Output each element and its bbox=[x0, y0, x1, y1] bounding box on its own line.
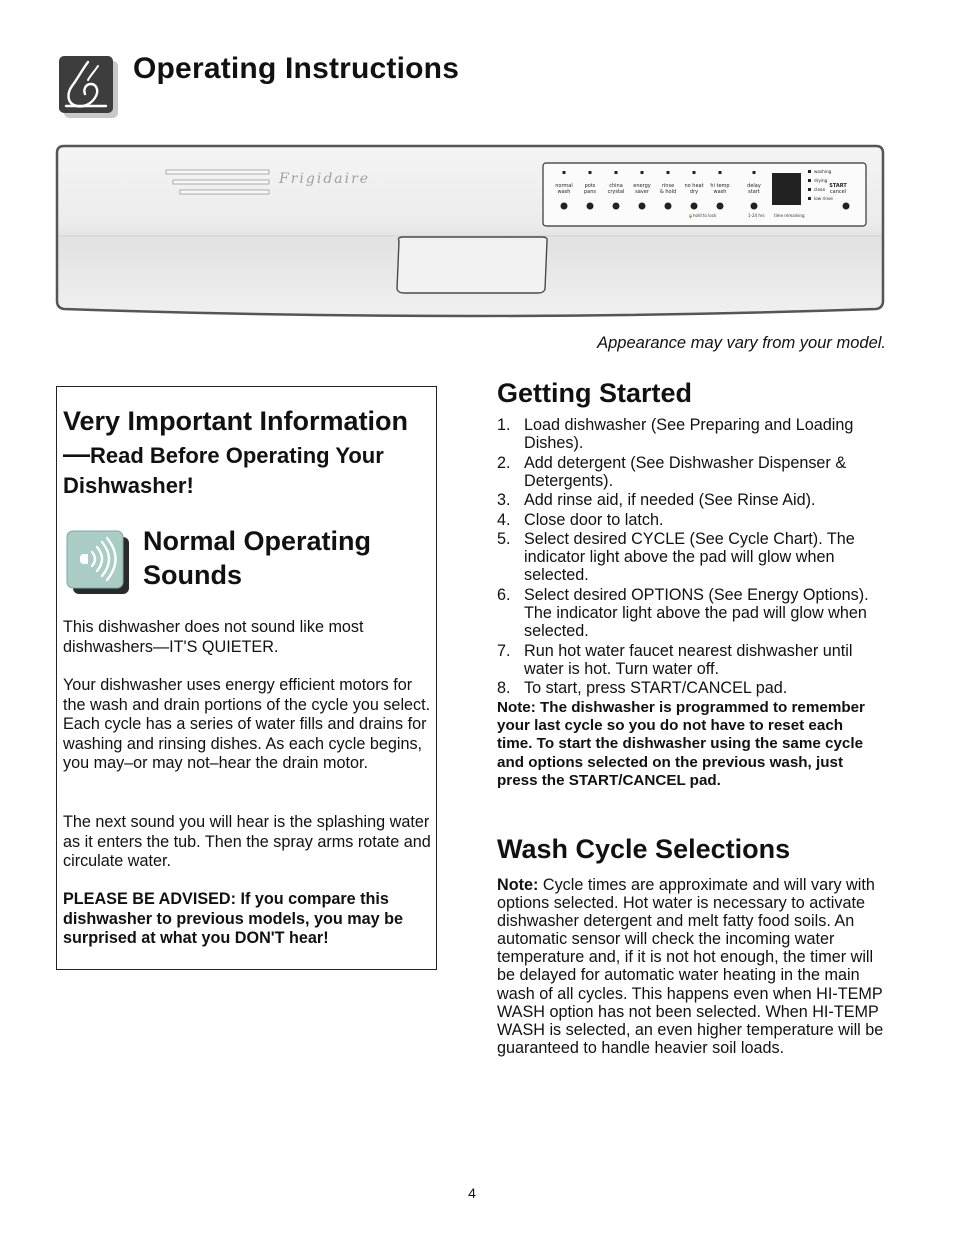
step-item bbox=[497, 454, 887, 490]
panel-button-label: delay bbox=[747, 183, 761, 189]
status-indicator-light bbox=[808, 188, 811, 191]
step-item bbox=[497, 679, 887, 697]
panel-indicator-light bbox=[589, 171, 592, 174]
step-number: 1. bbox=[497, 416, 511, 434]
panel-button-label: wash bbox=[713, 189, 727, 195]
panel-button-label: dry bbox=[689, 189, 699, 195]
status-label: washing bbox=[814, 169, 832, 174]
panel-button-label: rinse bbox=[661, 183, 675, 189]
hold-to-lock-label: hold to lock bbox=[693, 213, 717, 218]
step-number: 8. bbox=[497, 679, 511, 698]
sounds-paragraph-3: The next sound you will hear is the splashing water as it enters the tub. Then the spray arms rotate and circulate water. bbox=[63, 813, 431, 871]
step-text: Select desired OPTIONS (See Energy Options). The indicator light above the pad will glow when selected. bbox=[524, 585, 869, 641]
panel-indicator-light bbox=[641, 171, 644, 174]
status-label: drying bbox=[814, 178, 828, 183]
time-remaining-label: time remaining bbox=[774, 213, 805, 218]
sound-waves-icon bbox=[66, 530, 130, 596]
panel-button-pad bbox=[587, 203, 594, 210]
panel-indicator-light bbox=[693, 171, 696, 174]
step-item bbox=[497, 416, 887, 452]
step-text: Add detergent (See Dishwasher Dispenser & Detergents). bbox=[524, 453, 847, 490]
getting-started-title: Getting Started bbox=[497, 378, 693, 408]
important-title-sub: Read Before Operating Your Dishwasher! bbox=[63, 442, 384, 498]
panel-button-label: start bbox=[748, 189, 760, 195]
normal-sounds-title: Normal Operating Sounds bbox=[143, 526, 372, 591]
panel-indicator-light bbox=[615, 171, 618, 174]
important-title-main: Very Important Information— bbox=[63, 406, 409, 469]
step-number: 7. bbox=[497, 641, 511, 660]
panel-button-label: crystal bbox=[607, 189, 625, 195]
panel-button-pad bbox=[613, 203, 620, 210]
step-item bbox=[497, 586, 887, 641]
panel-button-label: pots bbox=[584, 183, 596, 189]
brand-logo: Frigidaire bbox=[279, 171, 371, 187]
panel-button-pad bbox=[561, 203, 568, 210]
status-indicator-light bbox=[808, 179, 811, 182]
important-info-heading bbox=[63, 405, 433, 500]
step-text: Select desired CYCLE (See Cycle Chart). The indicator light above the pad will glow when selected. bbox=[524, 529, 855, 585]
panel-button-label: wash bbox=[557, 189, 571, 195]
panel-button-label: no heat bbox=[684, 183, 704, 189]
panel-indicator-light bbox=[753, 171, 756, 174]
step-item bbox=[497, 642, 887, 678]
lock-icon: 🔒 bbox=[688, 213, 693, 218]
page-number: 4 bbox=[468, 1185, 476, 1201]
step-number: 4. bbox=[497, 510, 511, 529]
panel-button-pad bbox=[665, 203, 672, 210]
panel-button-pad bbox=[717, 203, 724, 210]
step-text: Add rinse aid, if needed (See Rinse Aid). bbox=[524, 491, 816, 510]
step-text: To start, press START/CANCEL pad. bbox=[524, 679, 788, 698]
control-panel-illustration bbox=[54, 143, 886, 323]
step-number: 5. bbox=[497, 529, 511, 548]
step-item bbox=[497, 511, 887, 529]
sounds-advisory: PLEASE BE ADVISED: If you compare this dishwasher to previous models, you may be surprised at what you DON'T hear! bbox=[63, 890, 404, 948]
panel-indicator-light bbox=[563, 171, 566, 174]
step-item bbox=[497, 491, 887, 509]
panel-indicator-light bbox=[719, 171, 722, 174]
status-label: clean bbox=[814, 187, 826, 192]
page-title: Operating Instructions bbox=[133, 52, 460, 85]
panel-button-label: saver bbox=[635, 189, 649, 195]
panel-button-label: normal bbox=[555, 183, 573, 189]
panel-button-pad bbox=[751, 203, 758, 210]
panel-button-pad bbox=[639, 203, 646, 210]
panel-button-pad bbox=[691, 203, 698, 210]
step-number: 2. bbox=[497, 453, 511, 472]
panel-indicator-light bbox=[667, 171, 670, 174]
hand-pointing-icon bbox=[58, 54, 120, 120]
wash-cycle-note-label: Note: bbox=[497, 876, 539, 894]
wash-cycle-note bbox=[497, 876, 887, 1057]
status-label: low rinse bbox=[814, 196, 833, 201]
wash-cycle-title: Wash Cycle Selections bbox=[497, 834, 791, 864]
cancel-label: cancel bbox=[829, 189, 847, 195]
sounds-paragraph-1: This dishwasher does not sound like most dishwashers—IT'S QUIETER. bbox=[63, 618, 364, 656]
panel-button-label: pans bbox=[583, 189, 597, 195]
start-cancel-button bbox=[843, 203, 850, 210]
step-text: Close door to latch. bbox=[524, 510, 664, 529]
sounds-paragraph-2: Your dishwasher uses energy efficient motors for the wash and drain portions of the cycle you select. Each cycle has a series of water fills and drains for washing and rinsing dishes. As each cycle begins, you may–or may not–hear the drain motor. bbox=[63, 676, 431, 773]
wash-cycle-note-text: Cycle times are approximate and will vary with options selected. Hot water is necessary to activate dishwasher detergent and melt fatty food soils. An automatic sensor will check the incoming water temperature and, if it is not hot enough, the timer will be delayed for automatic water heating in the main wash of all cycles. This happens even when HI-TEMP WASH option has not been selected. When HI-TEMP WASH is selected, an even higher temperature will be guaranteed to handle heavier soil loads. bbox=[497, 876, 884, 1057]
step-text: Run hot water faucet nearest dishwasher until water is hot. Turn water off. bbox=[524, 641, 853, 678]
step-number: 6. bbox=[497, 585, 511, 604]
getting-started-steps bbox=[497, 416, 887, 699]
step-item bbox=[497, 530, 887, 585]
status-indicator-light bbox=[808, 170, 811, 173]
hours-label: 1-24 hrs bbox=[748, 213, 765, 218]
panel-button-label: & hold bbox=[659, 189, 677, 195]
panel-button-label: energy bbox=[633, 183, 651, 189]
getting-started-note: Note: The dishwasher is programmed to remember your last cycle so you do not have to reset each time. To start the dishwasher using the same cycle and options selected on the previous wash, just press the START/CANCEL pad. bbox=[497, 699, 865, 789]
status-indicator-light bbox=[808, 197, 811, 200]
appearance-caption: Appearance may vary from your model. bbox=[597, 334, 886, 352]
panel-button-label: china bbox=[609, 183, 623, 189]
step-text: Load dishwasher (See Preparing and Loading Dishes). bbox=[524, 416, 854, 453]
start-label: START bbox=[829, 183, 847, 189]
step-number: 3. bbox=[497, 491, 511, 510]
panel-button-label: hi temp bbox=[710, 183, 730, 189]
